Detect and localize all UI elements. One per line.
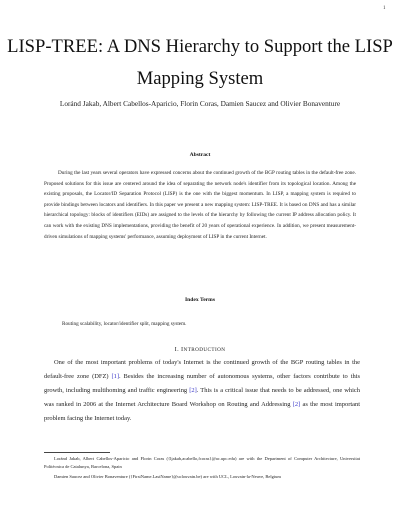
- intro-text-3: . This is a critical issue that needs to be addressed, one which was ranked in 2006 at the Internet Architecture Board Workshop on Routing and Addressing: [44, 386, 360, 408]
- index-terms-text: Routing scalability, locator/identifier split, mapping system.: [62, 321, 187, 327]
- intro-text-1: One of the most important problems of today's Internet is the continued growth of the BGP routing tables in the default-free zone (DFZ): [44, 359, 360, 380]
- footnote-divider: [44, 452, 110, 453]
- abstract-text: During the last years several operators have expressed concerns about the continued growth of the BGP routing tables in the default-free zone. Proposed solutions for this issue are centered around the idea of separating the network node's identifier from its topological location. Among the existing proposals, the Locator/ID Separation Protocol (LISP) is the one with the biggest momentum. In LISP, a mapping system is required to provide bindings between locators and identifiers. In this paper we present a new mapping system: LISP-TREE. It is based on DNS and has a similar hierarchical topology: blocks of identifiers (EIDs) are assigned to the levels of the hierarchy by following the current IP address allocation policy. It can work with the existing DNS implementations, providing the benefit of 20 years of operational experience. In addition, we present measurement-driven simulations of mapping systems' performance, assuming deployment of LISP in the current Internet.: [44, 170, 356, 240]
- footnote-affiliation-ucl: Damien Saucez and Olivier Bonaventure ({FirstName.LastName}@uclouvain.be) are with UCL, Louvain-la-Neuve, Belgium: [54, 474, 281, 479]
- intro-text-2: . Besides the increasing number of autonomous systems, other factors contribute to this growth, including multihoming and traffic engineering: [44, 372, 360, 394]
- introduction-paragraph: [44, 356, 360, 426]
- citation-link[interactable]: [2]: [292, 400, 301, 408]
- section-title-rest: NTRODUCTION: [183, 347, 226, 353]
- index-terms-heading: Index Terms: [185, 297, 215, 303]
- section-number: I.: [174, 346, 180, 353]
- page-number: 1: [383, 6, 386, 11]
- paper-title: LISP-TREE: A DNS Hierarchy to Support the LISP Mapping System: [7, 36, 393, 89]
- author-list: Loránd Jakab, Albert Cabellos-Aparicio, Florin Coras, Damien Saucez and Olivier Bonaventure: [59, 99, 341, 108]
- section-title-initial: I: [181, 346, 184, 353]
- citation-link[interactable]: [1]: [111, 372, 119, 380]
- footnote-affiliation-upc: Loránd Jakab, Albert Cabellos-Aparicio and Florin Coras ({ljakab,acabello,fcoras}@ac.upc.edu) are with the Department of Computer Architecture, Universitat Politècnica de Catalunya, Barcelona, Spain: [44, 456, 360, 469]
- section-heading-introduction: [0, 346, 400, 353]
- citation-link[interactable]: [2]: [189, 386, 197, 394]
- intro-text-4: as the most important problem facing the Internet today.: [44, 400, 360, 422]
- abstract-heading: Abstract: [189, 152, 211, 158]
